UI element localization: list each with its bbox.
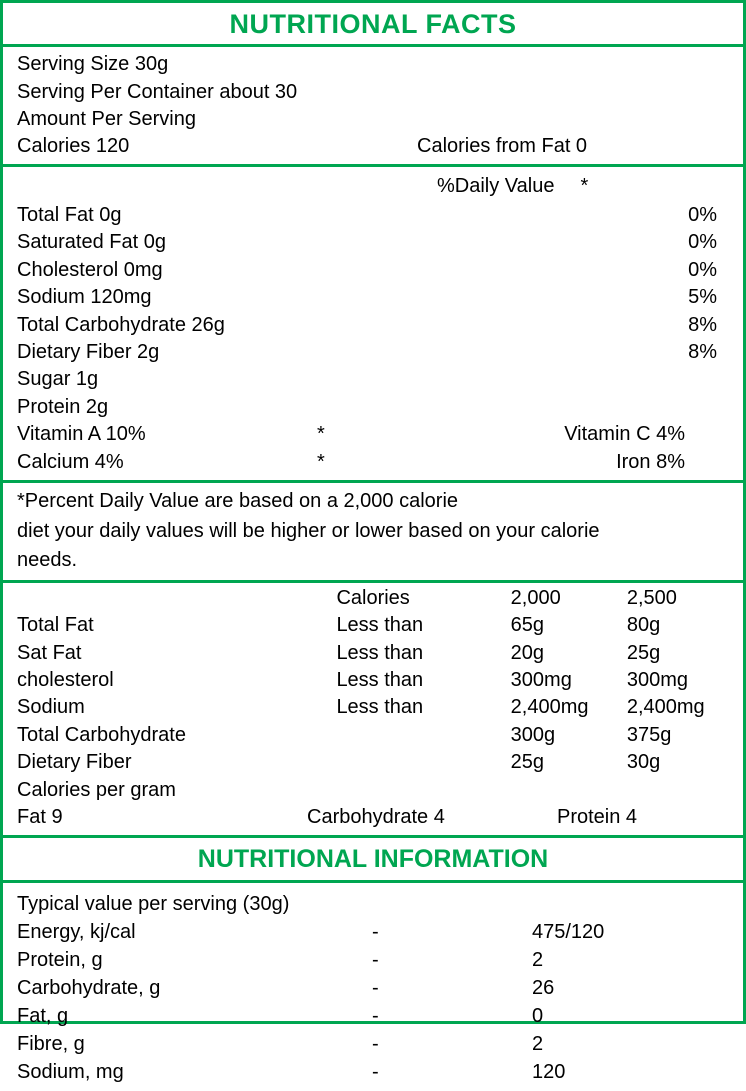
nutrient-pct xyxy=(613,394,743,421)
nutrient-name: Sodium 120mg xyxy=(17,286,152,309)
vitamin-row xyxy=(3,449,743,476)
daily-value-header: %Daily Value xyxy=(437,175,555,198)
nutrient-name: Total Fat 0g xyxy=(17,204,122,227)
row-label: Sat Fat xyxy=(17,641,82,664)
information-dash: - xyxy=(372,1033,379,1056)
row-2000: 300g xyxy=(510,723,556,746)
calcium-value: Calcium 4% xyxy=(17,450,124,473)
serving-size-text: Serving Size 30g xyxy=(17,53,169,76)
header-name xyxy=(17,585,336,612)
nutrient-name: Cholesterol 0mg xyxy=(17,258,163,281)
nutrient-row xyxy=(3,312,743,339)
information-section xyxy=(3,883,743,1091)
information-value: 2 xyxy=(532,948,544,971)
nutrient-row xyxy=(3,257,743,284)
nutrient-row xyxy=(3,339,743,366)
header-calories: Calories xyxy=(336,586,410,609)
row-less-than: Less than xyxy=(336,614,424,637)
table-header-row xyxy=(3,585,743,612)
table-row xyxy=(3,667,743,694)
nutrient-row xyxy=(3,394,743,421)
nutrient-row xyxy=(3,229,743,256)
information-label: Carbohydrate, g xyxy=(17,976,161,999)
vitamin-a-value: Vitamin A 10% xyxy=(17,423,146,446)
information-dash: - xyxy=(372,976,379,999)
information-subtitle: Typical value per serving (30g) xyxy=(17,892,290,915)
footnote-line-1: *Percent Daily Value are based on a 2,000 calorie xyxy=(17,490,459,512)
information-dash: - xyxy=(372,948,379,971)
row-2000: 25g xyxy=(510,751,545,774)
row-less-than xyxy=(336,722,510,749)
information-label: Protein, g xyxy=(17,948,103,971)
nutrient-pct: 8% xyxy=(688,313,717,336)
table-row xyxy=(3,612,743,639)
row-2500: 2,400mg xyxy=(626,696,705,719)
footnote-line-2: diet your daily values will be higher or lower based on your calorie xyxy=(17,519,600,542)
nutrient-row xyxy=(3,202,743,229)
row-label: Total Fat xyxy=(17,614,94,637)
header-2500: 2,500 xyxy=(626,586,677,609)
nutrient-row xyxy=(3,366,743,393)
protein-per-gram: Protein 4 xyxy=(557,805,638,828)
serving-per-container-text: Serving Per Container about 30 xyxy=(17,80,298,103)
calories-per-gram-section xyxy=(3,777,743,832)
information-value: 26 xyxy=(532,976,555,999)
information-label: Sodium, mg xyxy=(17,1061,124,1084)
information-row xyxy=(3,1058,743,1086)
serving-section xyxy=(3,47,743,164)
information-label: Fibre, g xyxy=(17,1033,85,1056)
nutrient-row xyxy=(3,284,743,311)
nutrient-name: Protein 2g xyxy=(17,395,109,418)
information-value: 475/120 xyxy=(532,920,605,943)
information-label: Energy, kj/cal xyxy=(17,920,136,943)
row-2500: 30g xyxy=(626,751,661,774)
information-dash: - xyxy=(372,1061,379,1084)
vitamin-row-asterisk: * xyxy=(317,423,325,446)
information-value: 120 xyxy=(532,1061,566,1084)
information-row xyxy=(3,918,743,946)
row-label: cholesterol xyxy=(17,668,114,691)
daily-value-table xyxy=(3,583,743,836)
information-label: Fat, g xyxy=(17,1005,69,1028)
row-label: Dietary Fiber xyxy=(17,751,132,774)
calories-row xyxy=(3,133,743,160)
table-row xyxy=(3,749,743,776)
carbohydrate-per-gram: Carbohydrate 4 xyxy=(307,805,445,828)
nutrients-section xyxy=(3,167,743,480)
row-2000: 2,400mg xyxy=(510,696,589,719)
information-row xyxy=(3,974,743,1002)
row-2000: 300mg xyxy=(510,668,572,691)
nutrient-pct: 0% xyxy=(688,231,717,254)
nutrient-pct xyxy=(613,366,743,393)
row-2000: 65g xyxy=(510,614,545,637)
information-dash: - xyxy=(372,920,379,943)
row-less-than: Less than xyxy=(336,641,424,664)
nutrient-name: Sugar 1g xyxy=(17,368,99,391)
calories-per-gram-label: Calories per gram xyxy=(17,778,176,801)
footnote-line-3: needs. xyxy=(17,549,78,572)
calories-value: Calories 120 xyxy=(17,134,130,157)
daily-value-header-row xyxy=(3,171,743,202)
header-2000: 2,000 xyxy=(510,586,561,609)
row-2000: 20g xyxy=(510,641,545,664)
vitamin-c-value: Vitamin C 4% xyxy=(564,423,685,446)
row-2500: 25g xyxy=(626,641,661,664)
information-value: 0 xyxy=(532,1005,544,1028)
nutrient-pct: 8% xyxy=(688,341,717,364)
information-row xyxy=(3,1002,743,1030)
amount-per-serving-text: Amount Per Serving xyxy=(17,107,196,130)
nutrient-name: Saturated Fat 0g xyxy=(17,231,166,254)
information-dash: - xyxy=(372,1005,379,1028)
nutrient-pct: 0% xyxy=(688,204,717,227)
calories-per-gram-row xyxy=(17,804,743,831)
fat-per-gram: Fat 9 xyxy=(17,805,63,828)
header-spacer xyxy=(17,172,437,200)
calories-from-fat-value: Calories from Fat 0 xyxy=(417,134,588,157)
table-row xyxy=(3,722,743,749)
table-row xyxy=(3,694,743,721)
information-row xyxy=(3,946,743,974)
row-label: Sodium xyxy=(17,696,85,719)
nutritional-information-title: NUTRITIONAL INFORMATION xyxy=(197,845,549,874)
row-label: Total Carbohydrate xyxy=(17,723,186,746)
information-value: 2 xyxy=(532,1033,544,1056)
row-2500: 375g xyxy=(626,723,672,746)
row-less-than xyxy=(336,749,510,776)
iron-value: Iron 8% xyxy=(616,450,685,473)
information-row xyxy=(3,1030,743,1058)
row-2500: 80g xyxy=(626,614,661,637)
nutrient-pct: 0% xyxy=(688,258,717,281)
nutrient-name: Total Carbohydrate 26g xyxy=(17,313,225,336)
daily-value-asterisk: * xyxy=(580,175,589,198)
nutrient-pct: 5% xyxy=(688,286,717,309)
vitamin-row-asterisk: * xyxy=(317,450,325,473)
nutrient-name: Dietary Fiber 2g xyxy=(17,341,160,364)
table-row xyxy=(3,640,743,667)
nutritional-facts-title: NUTRITIONAL FACTS xyxy=(229,9,517,39)
row-less-than: Less than xyxy=(336,696,424,719)
footnote-section xyxy=(3,483,743,580)
row-less-than: Less than xyxy=(336,668,424,691)
vitamin-row xyxy=(3,421,743,448)
row-2500: 300mg xyxy=(626,668,688,691)
